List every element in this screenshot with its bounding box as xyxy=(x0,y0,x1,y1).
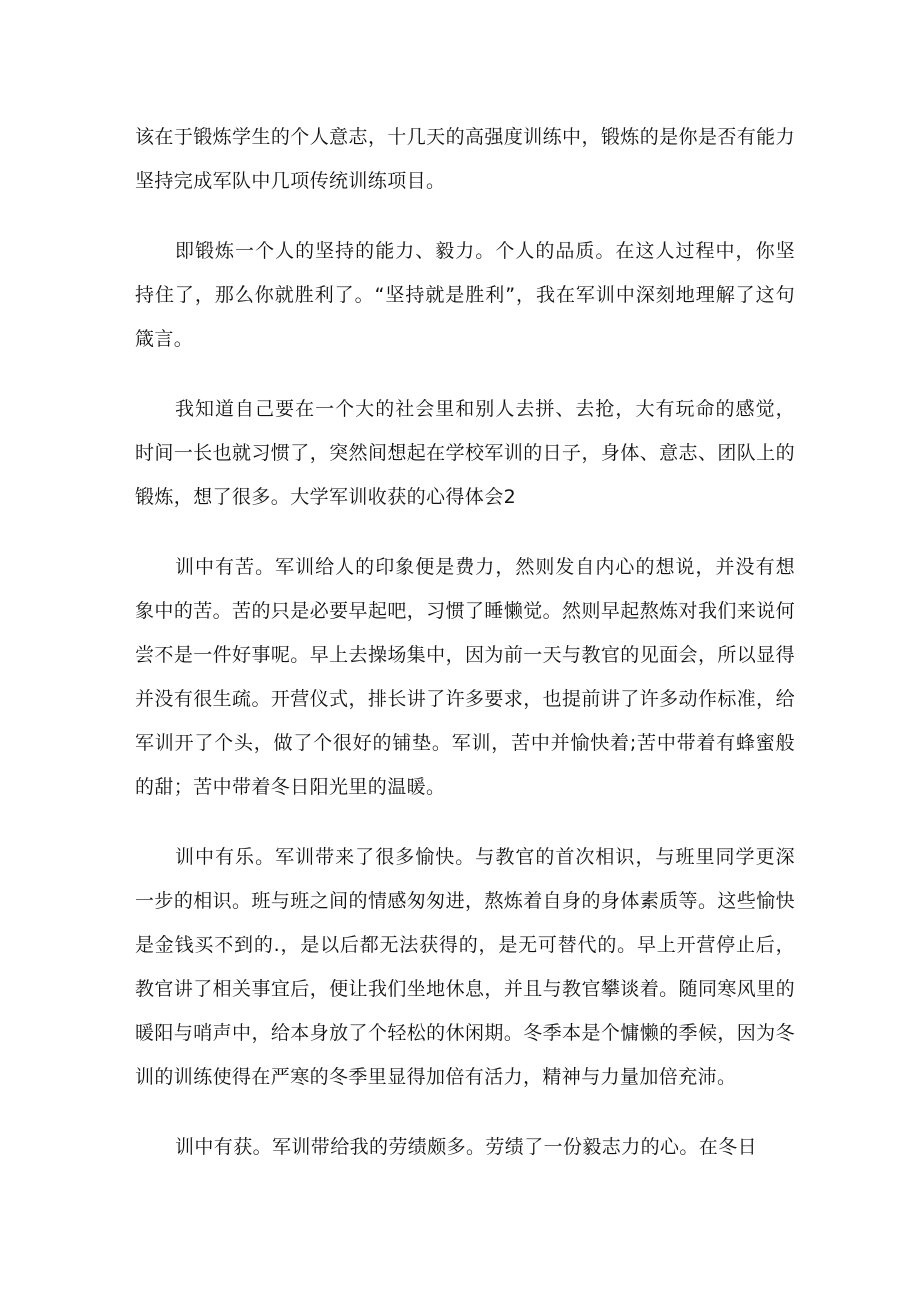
document-body xyxy=(135,115,795,1195)
paragraph-5: 训中有乐。军训带来了很多愉快。与教官的首次相识，与班里同学更深一步的相识。班与班之间的情感匆匆进，熬炼着自身的身体素质等。这些愉快是金钱买不到的.，是以后都无法获得的，是无可替代的。早上开营停止后，教官讲了相关事宜后，便让我们坐地休息，并且与教官攀谈着。随同寒风里的暖阳与哨声中，给本身放了个轻松的休闲期。冬季本是个慵懒的季候，因为冬训的训练使得在严寒的冬季里显得加倍有活力，精神与力量加倍充沛。 xyxy=(135,846,795,1088)
paragraph-2: 即锻炼一个人的坚持的能力、毅力。个人的品质。在这人过程中，你坚持住了，那么你就胜利了。“坚持就是胜利”，我在军训中深刻地理解了这句箴言。 xyxy=(135,240,795,350)
paragraph-4: 训中有苦。军训给人的印象便是费力，然则发自内心的想说，并没有想象中的苦。苦的只是必要早起吧，习惯了睡懒觉。然则早起熬炼对我们来说何尝不是一件好事呢。早上去操场集中，因为前一天与教官的见面会，所以显得并没有很生疏。开营仪式，排长讲了许多要求，也提前讲了许多动作标准，给军训开了个头，做了个很好的铺垫。军训，苦中并愉快着;苦中带着有蜂蜜般的甜；苦中带着冬日阳光里的温暖。 xyxy=(135,556,795,798)
paragraph-6: 训中有获。军训带给我的劳绩颇多。劳绩了一份毅志力的心。在冬日 xyxy=(175,1136,758,1158)
paragraph-3: 我知道自己要在一个大的社会里和别人去拼、去抢，大有玩命的感觉，时间一长也就习惯了，突然间想起在学校军训的日子，身体、意志、团队上的锻炼，想了很多。大学军训收获的心得体会2 xyxy=(135,398,795,508)
paragraph-1: 该在于锻炼学生的个人意志，十几天的高强度训练中，锻炼的是你是否有能力坚持完成军队中几项传统训练项目。 xyxy=(135,126,795,192)
